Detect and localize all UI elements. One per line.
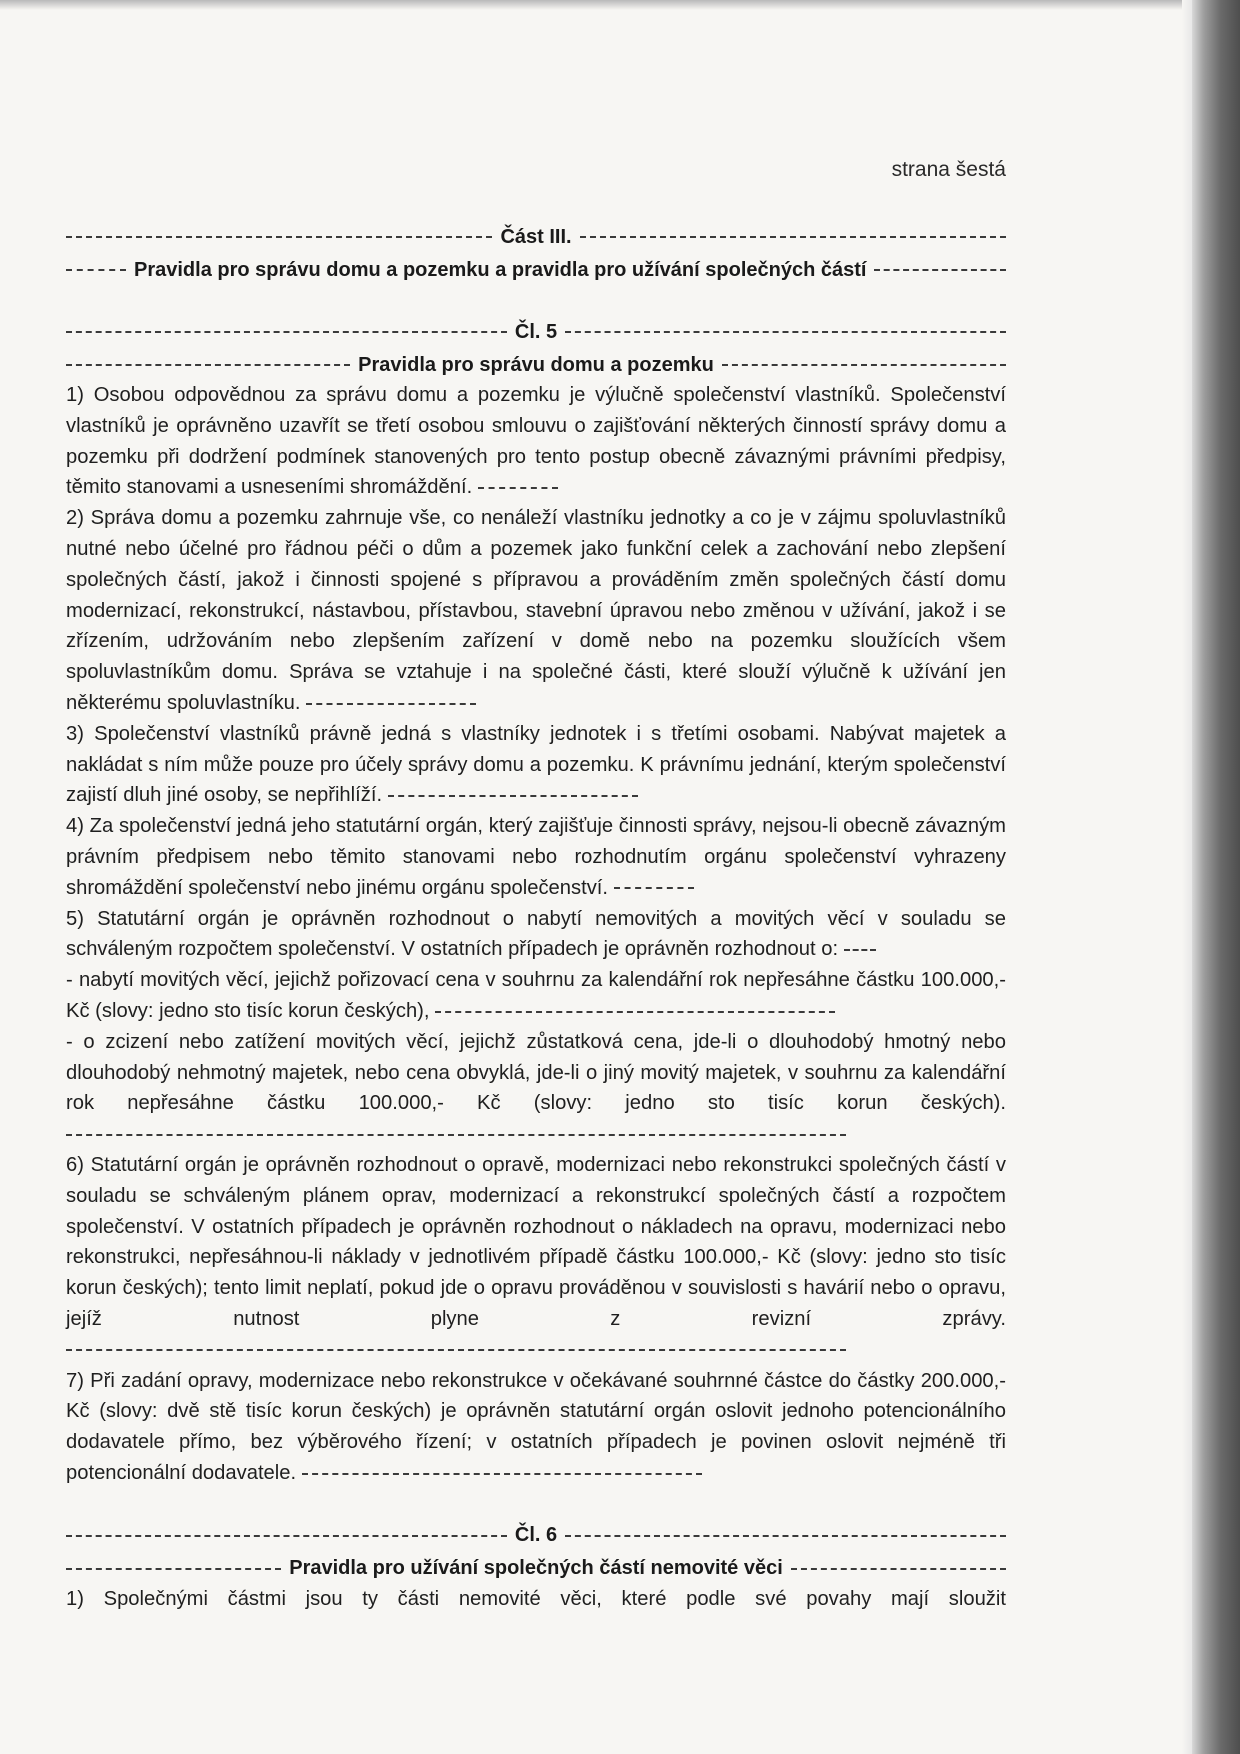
document-content [66, 222, 1006, 1614]
dashed-fill [306, 703, 476, 705]
dashed-rule [791, 1568, 1006, 1570]
dashed-rule [722, 364, 1006, 366]
dashed-fill [435, 1011, 835, 1013]
dashed-rule [66, 1568, 281, 1570]
dashed-rule [66, 269, 126, 271]
article-5-title: Pravidla pro správu domu a pozemku [358, 353, 714, 376]
article-6-heading [66, 1521, 1006, 1551]
article-5-paragraph-5: 5) Statutární orgán je oprávněn rozhodnout o nabytí nemovitých a movitých věcí v souladu se schváleným rozpočtem společenství. V ostatních případech je oprávněn rozhodnout o: [66, 907, 1006, 961]
page-number-label: strana šestá [891, 158, 1006, 181]
article-5-paragraph-2: 2) Správa domu a pozemku zahrnuje vše, co nenáleží vlastníku jednotky a co je v zájmu spoluvlastníků nutné nebo účelné pro řádnou péči o dům a pozemek jako funkční celek a zachování nebo zlepšení společných částí, jakož i činnosti spojené s přípravou a prováděním změn společných částí domu modernizací, rekonstrukcí, nástavbou, přístavbou, stavební úpravou nebo změnou v užívání, jakož i se zřízením, udržováním nebo zlepšením zařízení v domě nebo na pozemku sloužících všem spoluvlastníkům domu. Správa se vztahuje i na společné části, které slouží výlučně k užívání jen některému spoluvlastníku. [66, 507, 1006, 714]
article-6-paragraph-1: 1) Společnými částmi jsou ty části nemovité věci, které podle své povahy mají sloužit [66, 1587, 1006, 1610]
part-title: Pravidla pro správu domu a pozemku a pravidla pro užívání společných částí [134, 258, 867, 281]
dashed-rule [66, 236, 492, 238]
spacer [66, 1489, 1006, 1521]
scan-binding-edge [1192, 0, 1240, 1754]
article-5-paragraph-5-item-1: - nabytí movitých věcí, jejichž pořizovací cena v souhrnu za kalendářní rok nepřesáhne částku 100.000,- Kč (slovy: jedno sto tisíc korun českých), [66, 969, 1006, 1022]
article-5-paragraph-5-item-2: - o zcizení nebo zatížení movitých věcí, jejichž zůstatková cena, jde-li o dlouhodobý hmotný nebo dlouhodobý nehmotný majetek, nebo cena obvyklá, jde-li o jiný movitý majetek, v souhrnu za kalendářní rok nepřesáhne částku 100.000,- Kč (slovy: jedno sto tisíc korun českých). [66, 1027, 1006, 1150]
dashed-fill [66, 1134, 846, 1136]
dashed-fill [302, 1473, 702, 1475]
article-5-paragraph-3: 3) Společenství vlastníků právně jedná s vlastníky jednotek i s třetími osobami. Nabývat majetek a nakládat s ním může pouze pro účely správy domu a pozemku. K právnímu jednání, kterým společenství zajistí dluh jiné osoby, se nepřihlíží. [66, 722, 1006, 807]
dashed-fill [844, 949, 876, 951]
article-5-paragraph-7: 7) Při zadání opravy, modernizace nebo rekonstrukce v očekávané souhrnné částce do částky 200.000,- Kč (slovy: dvě stě tisíc korun českých) je oprávněn statutární orgán oslovit jednoho potencionálního dodavatele přímo, bez výběrového řízení; v ostatních případech je povinen oslovit nejméně tři potencionální dodavatele. [66, 1369, 1006, 1484]
article-5-title-heading [66, 350, 1006, 380]
part-heading [66, 222, 1006, 252]
dashed-rule [66, 331, 507, 333]
part-title-heading [66, 255, 1006, 285]
dashed-rule [565, 1535, 1006, 1537]
article-6-title-heading [66, 1554, 1006, 1584]
dashed-rule [580, 236, 1006, 238]
scan-edge-top [0, 0, 1240, 10]
dashed-rule [66, 1535, 507, 1537]
article-6-title: Pravidla pro užívání společných částí nemovité věci [289, 1557, 783, 1580]
article-5-paragraph-6: 6) Statutární orgán je oprávněn rozhodnout o opravě, modernizaci nebo rekonstrukci společných částí v souladu se schváleným plánem oprav, modernizací a rekonstrukcí společných částí a rozpočtem společenství. V ostatních případech je oprávněn rozhodnout o nákladech na opravu, modernizaci nebo rekonstrukci, nepřesáhnou-li náklady v jednotlivém případě částku 100.000,- Kč (slovy: jedno sto tisíc korun českých); tento limit neplatí, pokud jde o opravu prováděnou v souvislosti s havárií nebo o opravu, jejíž nutnost plyne z revizní zprávy. [66, 1150, 1006, 1366]
dashed-fill [66, 1349, 846, 1351]
article-6-label: Čl. 6 [514, 1524, 558, 1547]
dashed-fill [478, 487, 558, 489]
spacer [66, 285, 1006, 317]
dashed-fill [614, 887, 694, 889]
dashed-fill [388, 795, 638, 797]
dashed-rule [66, 364, 350, 366]
dashed-rule [565, 331, 1006, 333]
dashed-rule [874, 269, 1006, 271]
article-5-paragraph-1: 1) Osobou odpovědnou za správu domu a pozemku je výlučně společenství vlastníků. Společenství vlastníků je oprávněno uzavřít se třetí osobou smlouvu o zajišťování některých činností správy domu a pozemku při dodržení podmínek stanovených pro tento postup obecně závaznými právními předpisy, těmito stanovami a usneseními shromáždění. [66, 384, 1006, 499]
article-5-label: Čl. 5 [514, 320, 558, 343]
part-label: Část III. [500, 225, 572, 248]
article-5-paragraph-4: 4) Za společenství jedná jeho statutární orgán, který zajišťuje činnosti správy, nejsou-li obecně závazným právním předpisem nebo těmito stanovami nebo rozhodnutím orgánu společenství vyhrazeny shromáždění společenství nebo jinému orgánu společenství. [66, 815, 1006, 899]
article-5-heading [66, 317, 1006, 347]
